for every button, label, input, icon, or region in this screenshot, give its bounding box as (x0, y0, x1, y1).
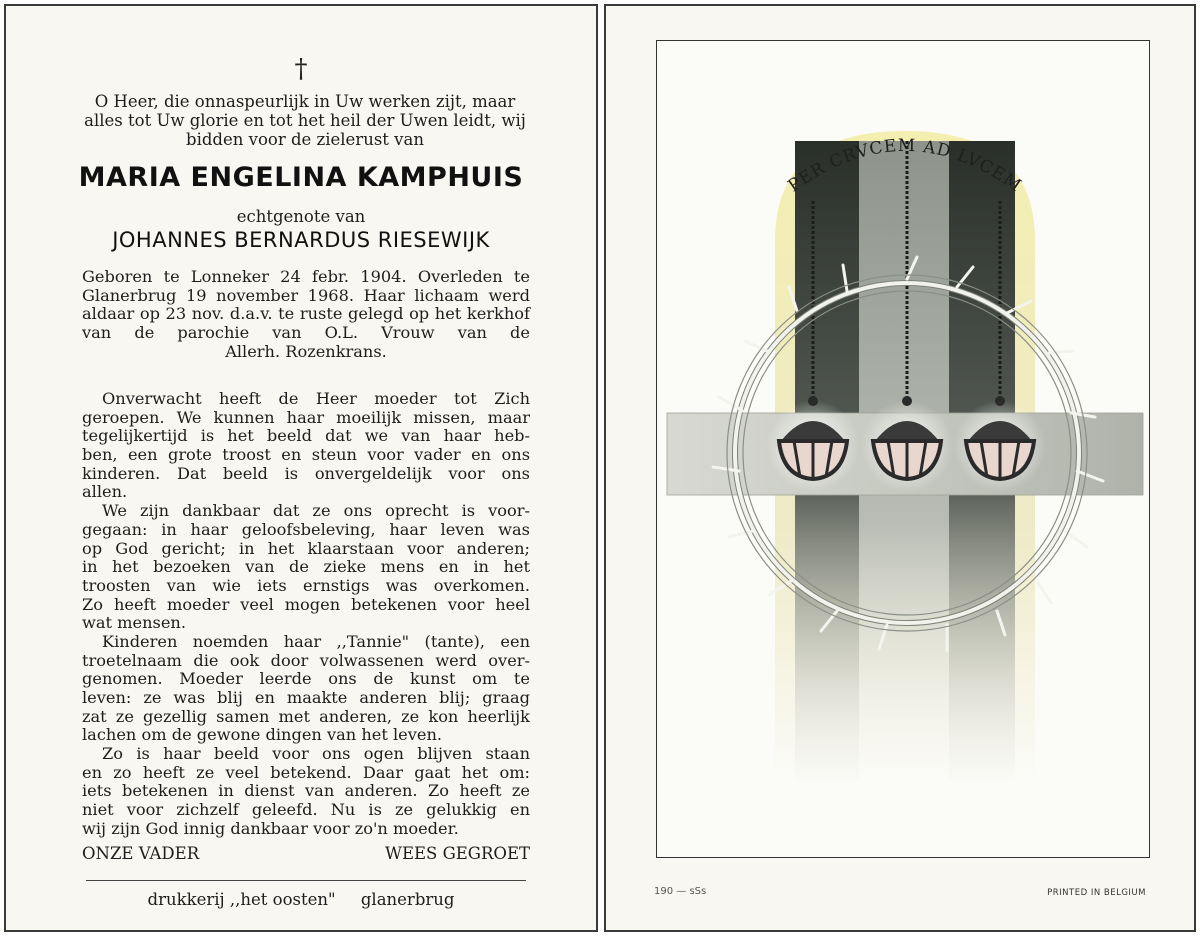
cross-and-lamps-illustration (657, 41, 1148, 856)
memorial-line: allen. (82, 482, 128, 502)
memorial-line: ben, een grote troost en steun voor vader en ons (82, 445, 530, 465)
memorial-line: wat mensen. (82, 613, 186, 633)
memorial-line: We zijn dankbaar dat ze ons oprecht is voor- (102, 501, 530, 521)
memorial-line: troosten van wie iets ernstigs was overkomen. (82, 575, 530, 595)
memorial-line: troetelnaam die ook door volwassenen werd over- (82, 650, 530, 670)
printer-town: glanerbrug (360, 890, 455, 909)
memorial-line: iets betekenen in dienst van anderen. Zo heeft ze (82, 781, 530, 801)
prayer-wees-gegroet: WEES GEGROET (384, 844, 530, 863)
biography-text: Geboren te Lonneker 24 febr. 1904. Overleden te Glanerbrug 19 november 1968. Haar lichaam werd aldaar op 23 nov. d.a.v. te ruste gelegd op het kerkhof van de parochie van O.L. Vrouw van de (82, 267, 530, 343)
deceased-name: MARIA ENGELINA KAMPHUIS (78, 162, 524, 193)
memorial-line: Onverwacht heeft de Heer moeder tot Zich (102, 389, 530, 408)
memorial-card-text-side (4, 4, 598, 932)
memorial-line: kinderen. Dat beeld is onvergeldelijk voor ons (82, 463, 530, 483)
catalog-code: 190 — sSs (654, 886, 707, 897)
prayer-onze-vader: ONZE VADER (82, 844, 200, 863)
memorial-line: Kinderen noemden haar ,,Tannie" (tante), een (102, 631, 530, 651)
memorial-line: genomen. Moeder leerde ons de kunst om te (82, 669, 530, 689)
memorial-line: Zo is haar beeld voor ons ogen blijven staan (102, 744, 530, 764)
spouse-name: JOHANNES BERNARDUS RIESEWIJK (112, 228, 490, 252)
memorial-line: lachen om de gewone dingen van het leven. (82, 725, 443, 745)
memorial-line: wij zijn God innig dankbaar voor zo'n moeder. (82, 818, 459, 838)
printer-name: drukkerij ,,het oosten" (147, 890, 336, 909)
biography-last-line: Allerh. Rozenkrans. (225, 341, 387, 361)
divider-line (86, 880, 526, 881)
memorial-line: in het bezoeken van de zieke mens en in het (82, 557, 530, 577)
memorial-line: leven: ze was blij en maakte anderen blij; graag (82, 688, 530, 707)
printer-credit (6, 890, 596, 909)
memorial-line: tegelijkertijd is het beeld dat we van haar heb- (82, 426, 530, 446)
printed-in-label: PRINTED IN BELGIUM (1047, 888, 1146, 898)
spouse-label: echtgenote van (236, 207, 366, 226)
memorial-card-image-side (604, 4, 1196, 932)
memorial-line: en zo heeft ze veel betekend. Daar gaat het om: (82, 762, 530, 782)
memorial-line: geroepen. We kunnen haar moeilijk missen, maar (82, 407, 530, 427)
memorial-line: niet voor zichzelf geleefd. Nu is ze gelukkig en (82, 800, 530, 820)
motto-text: PER CRVCEM AD LVCEM (784, 135, 1026, 197)
biography (82, 268, 530, 362)
cross-icon: † (294, 54, 308, 84)
memorial-line: op God gericht; in het klaarstaan voor anderen; (82, 538, 530, 558)
memorial-line: Zo heeft moeder veel mogen betekenen voor heel (82, 594, 530, 614)
illustration-frame (656, 40, 1150, 858)
memorial-text (82, 390, 530, 839)
memorial-line: gegaan: in haar geloofsbeleving, haar leven was (82, 519, 530, 539)
memorial-line: zat ze gezellig samen met anderen, ze kon heerlijk (82, 706, 530, 726)
opening-prayer: O Heer, die onnaspeurlijk in Uw werken zijt, maar alles tot Uw glorie en tot het heil der Uwen leidt, wij bidden voor de zielerust van (84, 92, 526, 149)
